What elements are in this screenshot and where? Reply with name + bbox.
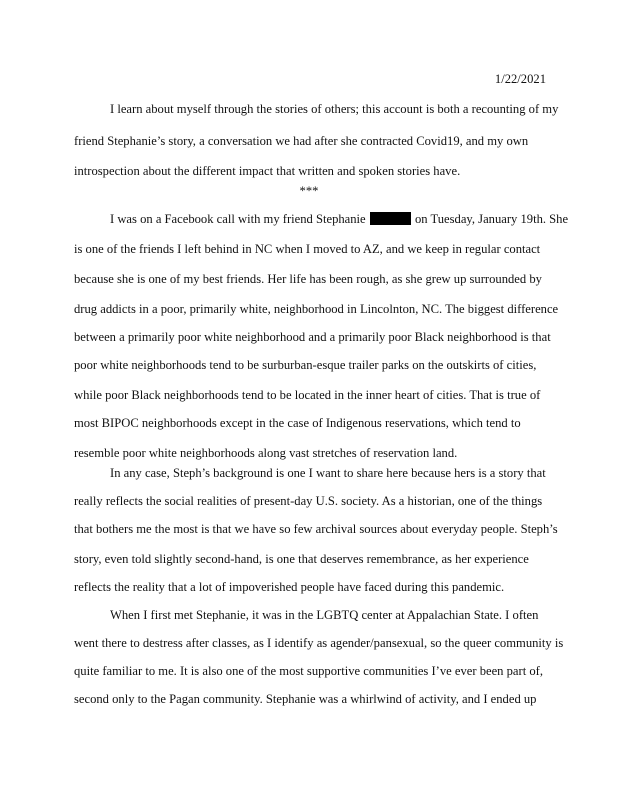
section-separator: ***	[299, 184, 319, 198]
paragraph-line: second only to the Pagan community. Stephanie was a whirlwind of activity, and I ended up	[74, 692, 537, 706]
paragraph-line: while poor Black neighborhoods tend to be located in the inner heart of cities. That is true of	[74, 388, 541, 402]
paragraph-line: because she is one of my best friends. Her life has been rough, as she grew up surrounded by	[74, 272, 542, 286]
paragraph-line: I learn about myself through the stories of others; this account is both a recounting of my	[110, 102, 559, 116]
paragraph-line	[110, 211, 568, 227]
paragraph-line: that bothers me the most is that we have so few archival sources about everyday people. Steph’s	[74, 522, 558, 536]
paragraph-line: is one of the friends I left behind in NC when I moved to AZ, and we keep in regular contact	[74, 242, 541, 256]
paragraph-line: drug addicts in a poor, primarily white, neighborhood in Lincolnton, NC. The biggest difference	[74, 302, 559, 316]
paragraph-line: really reflects the social realities of present-day U.S. society. As a historian, one of the things	[74, 494, 543, 508]
line-text: on Tuesday, January 19th. She	[414, 212, 569, 226]
document-date: 1/22/2021	[494, 72, 546, 86]
paragraph-line: When I first met Stephanie, it was in the LGBTQ center at Appalachian State. I often	[110, 608, 539, 622]
paragraph-line: story, even told slightly second-hand, is one that deserves remembrance, as her experience	[74, 552, 529, 566]
paragraph-line: went there to destress after classes, as I identify as agender/pansexual, so the queer community is	[74, 636, 564, 650]
redaction-bar	[370, 212, 411, 225]
paragraph-line: quite familiar to me. It is also one of the most supportive communities I’ve ever been part of,	[74, 664, 543, 678]
paragraph-line: introspection about the different impact that written and spoken stories have.	[74, 164, 461, 178]
paragraph-line: most BIPOC neighborhoods except in the case of Indigenous reservations, which tend to	[74, 416, 521, 430]
paragraph-line: poor white neighborhoods tend to be surburban-esque trailer parks on the outskirts of cities,	[74, 358, 537, 372]
paragraph-line: between a primarily poor white neighborhood and a primarily poor Black neighborhood is that	[74, 330, 551, 344]
paragraph-line: resemble poor white neighborhoods along vast stretches of reservation land.	[74, 446, 458, 460]
paragraph-line: friend Stephanie’s story, a conversation we had after she contracted Covid19, and my own	[74, 134, 529, 148]
paragraph-line: reflects the reality that a lot of impoverished people have faced during this pandemic.	[74, 580, 505, 594]
paragraph-line: In any case, Steph’s background is one I want to share here because hers is a story that	[110, 466, 546, 480]
line-text: I was on a Facebook call with my friend Stephanie	[110, 212, 366, 226]
